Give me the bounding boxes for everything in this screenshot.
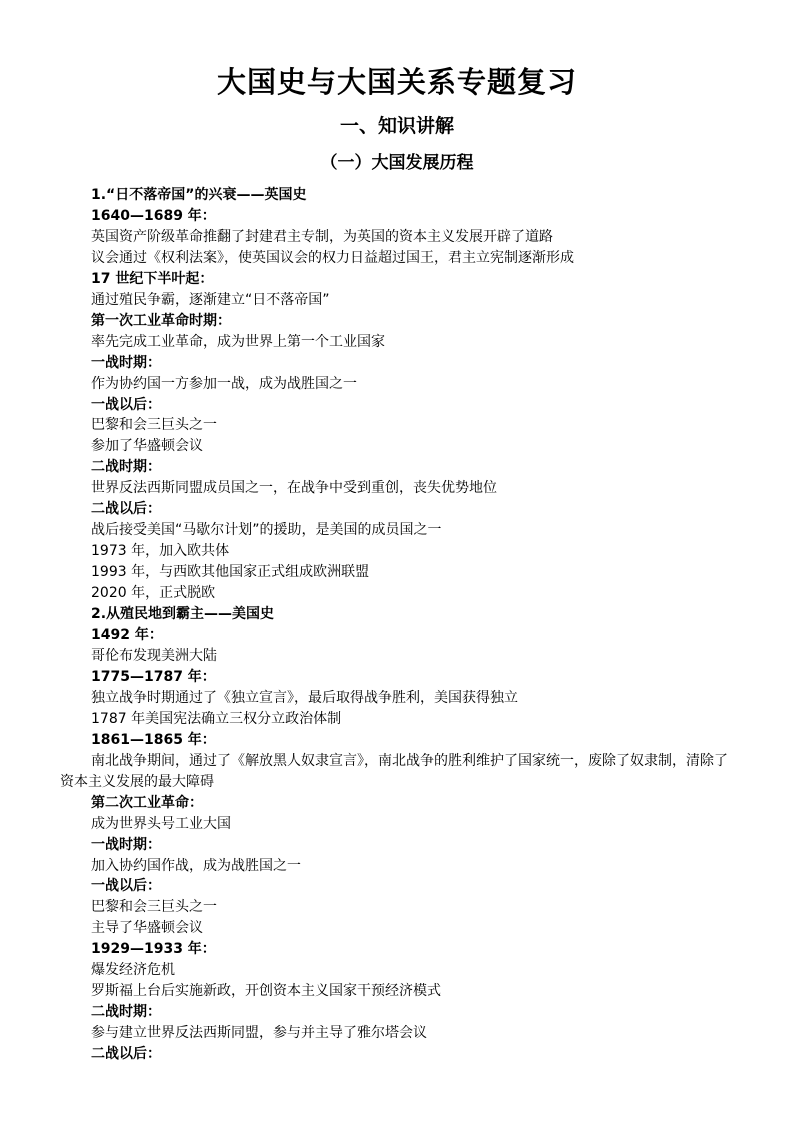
text-line: 成为世界头号工业大国 <box>91 815 231 832</box>
heading-line: 第二次工业革命： <box>91 794 203 811</box>
heading-line: 二战以后： <box>91 1046 161 1063</box>
text-line: 主导了华盛顿会议 <box>91 920 203 937</box>
heading-line: 第一次工业革命时期： <box>91 312 231 329</box>
text-line: 加入协约国作战，成为战胜国之一 <box>91 857 301 874</box>
text-line: 南北战争期间，通过了《解放黑人奴隶宣言》，南北战争的胜利维护了国家统一，废除了奴隶制，清除了资本主义发展的最大障碍 <box>60 752 728 790</box>
subsection-heading: （一）大国发展历程 <box>320 153 474 173</box>
heading-line: 二战时期： <box>91 459 161 476</box>
heading-line: 一战时期： <box>91 836 161 853</box>
heading-line: 一战时期： <box>91 354 161 371</box>
document-title: 大国史与大国关系专题复习 <box>216 65 577 99</box>
text-line: 1787 年美国宪法确立三权分立政治体制 <box>91 710 342 727</box>
heading-line: 1929—1933 年： <box>91 941 216 958</box>
text-line: 战后接受美国“马歇尔计划”的援助，是美国的成员国之一 <box>91 522 442 539</box>
heading-line: 2.从殖民地到霸主——美国史 <box>91 606 275 623</box>
heading-line: 1492 年： <box>91 627 163 644</box>
text-line: 参与建立世界反法西斯同盟，参与并主导了雅尔塔会议 <box>91 1025 427 1042</box>
text-line: 1973 年，加入欧共体 <box>91 543 230 560</box>
heading-line: 一战以后： <box>91 396 161 413</box>
heading-line: 二战时期： <box>91 1004 161 1021</box>
text-line: 参加了华盛顿会议 <box>91 438 203 455</box>
text-line: 2020 年，正式脱欧 <box>91 585 216 602</box>
heading-line: 1861—1865 年： <box>91 731 216 748</box>
text-line: 哥伦布发现美洲大陆 <box>91 647 217 664</box>
text-line: 作为协约国一方参加一战，成为战胜国之一 <box>91 375 357 392</box>
heading-line: 一战以后： <box>91 878 161 895</box>
heading-line: 1.“日不落帝国”的兴衰——英国史 <box>91 187 307 203</box>
text-line: 罗斯福上台后实施新政，开创资本主义国家干预经济模式 <box>91 983 441 1000</box>
document-body <box>60 185 740 1065</box>
text-line: 独立战争时期通过了《独立宣言》，最后取得战争胜利，美国获得独立 <box>91 689 518 706</box>
section-heading: 一、知识讲解 <box>339 115 454 137</box>
text-line: 爆发经济危机 <box>91 962 175 979</box>
text-line: 率先完成工业革命，成为世界上第一个工业国家 <box>91 333 385 350</box>
text-line: 1993 年，与西欧其他国家正式组成欧洲联盟 <box>91 564 370 581</box>
text-line: 英国资产阶级革命推翻了封建君主专制，为英国的资本主义发展开辟了道路 <box>91 228 553 245</box>
heading-line: 二战以后： <box>91 501 161 518</box>
heading-line: 1775—1787 年： <box>91 668 216 685</box>
text-line: 通过殖民争霸，逐渐建立“日不落帝国” <box>91 291 330 308</box>
text-line: 巴黎和会三巨头之一 <box>91 417 217 434</box>
text-line: 巴黎和会三巨头之一 <box>91 899 217 916</box>
heading-line: 17 世纪下半叶起： <box>91 270 214 287</box>
text-line: 世界反法西斯同盟成员国之一，在战争中受到重创，丧失优势地位 <box>91 480 497 497</box>
text-line: 议会通过《权利法案》，使英国议会的权力日益超过国王，君主立宪制逐渐形成 <box>91 249 574 266</box>
heading-line: 1640—1689 年： <box>91 207 216 224</box>
